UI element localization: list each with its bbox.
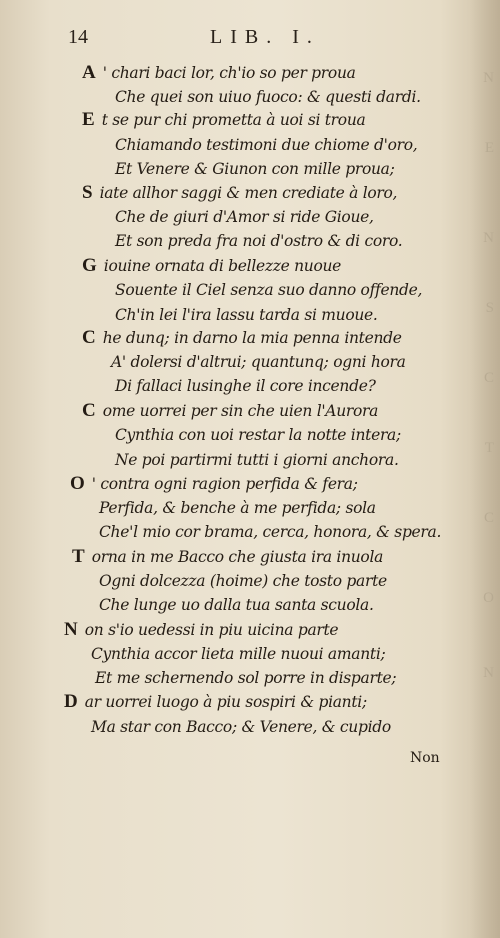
verse-line (88, 667, 396, 689)
verse-text: Chiamando testimoni due chiome d'oro, (115, 136, 418, 154)
verse-text: Et son preda fra noi d'ostro & di coro. (115, 232, 403, 250)
verse-line (108, 449, 399, 471)
verse-line (108, 134, 417, 156)
page-header (68, 26, 468, 52)
verse-initial: T (72, 546, 85, 567)
verse-text: Et me schernendo sol porre in disparte; (95, 669, 397, 687)
verse-text: Cynthia accor lieta mille nuoui amanti; (91, 645, 386, 663)
verse-line (84, 643, 385, 665)
verse-line (82, 327, 402, 349)
verse-line (108, 86, 421, 108)
verse-line (92, 570, 387, 592)
verse-text: ' chari baci lor, ch'io so per proua (102, 64, 356, 82)
verse-text: Perfida, & benche à me perfida; sola (99, 499, 376, 517)
verse-text: A' dolersi d'altrui; quantunq; ogni hora (111, 353, 406, 371)
verse-line (64, 619, 338, 641)
verse-text: Che'l mio cor brama, cerca, honora, & spera. (99, 523, 442, 541)
verse-line (108, 375, 376, 397)
verse-initial: C (82, 327, 96, 348)
verse-line (108, 424, 401, 446)
verse-initial: S (82, 182, 93, 203)
verse-text: Et Venere & Giunon con mille proua; (115, 160, 395, 178)
verse-text: orna in me Bacco che giusta ira inuola (91, 548, 384, 566)
verse-text: t se pur chi prometta à uoi si troua (101, 111, 366, 129)
verse-line (92, 497, 376, 519)
verse-text: Che de giuri d'Amor si ride Gioue, (115, 208, 374, 226)
verse-line (82, 255, 341, 277)
verse-line (104, 351, 406, 373)
verse-line (70, 473, 358, 495)
verse-initial: O (70, 473, 85, 494)
verse-text: Cynthia con uoi restar la notte intera; (115, 426, 401, 444)
verse-initial: C (82, 400, 96, 421)
verse-initial: A (82, 62, 96, 83)
verse-line (108, 206, 374, 228)
verse-text: Souente il Ciel senza suo danno offende, (115, 281, 423, 299)
verse-line (82, 62, 356, 84)
verse-text: ' contra ogni ragion perfida & fera; (91, 475, 358, 493)
running-head: LIB. I. (210, 26, 320, 48)
verse-line (72, 546, 383, 568)
verse-initial: G (82, 255, 97, 276)
verse-text: iouine ornata di bellezze nuoue (103, 257, 342, 275)
verse-initial: D (64, 691, 78, 712)
verse-text: Ne poi partirmi tutti i giorni anchora. (115, 451, 399, 469)
verse-text: he dunq; in darno la mia penna intende (102, 329, 402, 347)
verse-text: iate allhor saggi & men crediate à loro, (99, 184, 398, 202)
verse-line (82, 400, 378, 422)
verse-line (64, 691, 367, 713)
verse-line (108, 230, 402, 252)
verse-text: ome uorrei per sin che uien l'Aurora (102, 402, 379, 420)
verse-line (92, 594, 374, 616)
page-number: 14 (68, 26, 88, 48)
verse-line (92, 521, 441, 543)
verse-line (108, 158, 395, 180)
verse-text: Di fallaci lusinghe il core incende? (115, 377, 376, 395)
verse-line (108, 279, 422, 301)
verse-text: Ogni dolcezza (hoime) che tosto parte (99, 572, 387, 590)
catchword: Non (410, 750, 440, 766)
facing-page-bleed: N E N S C T C O N (470, 0, 500, 938)
verse-text: ar uorrei luogo à piu sospiri & pianti; (84, 693, 367, 711)
verse-line (84, 716, 391, 738)
verse-text: Ch'in lei l'ira lassu tarda si muoue. (115, 306, 378, 324)
verse-text: on s'io uedessi in piu uicina parte (84, 621, 339, 639)
verse-line (82, 182, 397, 204)
verse-initial: E (82, 109, 95, 130)
verse-text: Che lunge uo dalla tua santa scuola. (99, 596, 374, 614)
verse-text: Che quei son uiuo fuoco: & questi dardi. (115, 88, 421, 106)
verse-line (108, 304, 378, 326)
verse-text: Ma star con Bacco; & Venere, & cupido (91, 718, 391, 736)
verse-initial: N (64, 619, 78, 640)
verse-line (82, 109, 365, 131)
